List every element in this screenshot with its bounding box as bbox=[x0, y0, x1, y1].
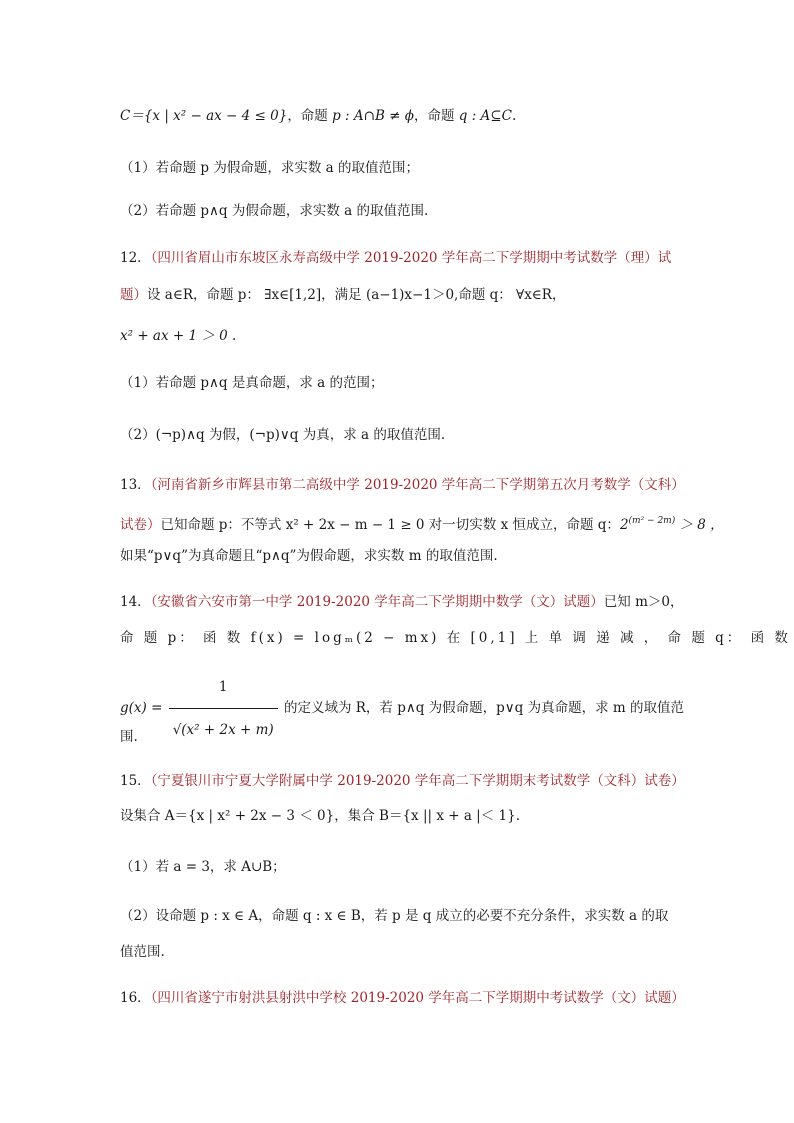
question-source: （宁夏银川市宁夏大学附属中学 2019-2020 学年高二下学期期末考试数学（文科）试卷） bbox=[150, 773, 685, 789]
question-source: （四川省眉山市东坡区永寿高级中学 2019-2020 学年高二下学期期中考试数学（理）试 bbox=[150, 250, 672, 266]
question-number: 13． bbox=[120, 477, 151, 493]
q13-stem-text: 已知命题 p：不等式 x² + 2x − m − 1 ≥ 0 对一切实数 x 恒成立，命题 q： bbox=[160, 517, 620, 533]
q13-stem bbox=[120, 511, 724, 535]
q15-sets: 设集合 A＝{x | x² + 2x − 3 ＜ 0}，集合 B＝{x || x + a |＜ 1}. bbox=[120, 808, 520, 824]
q15-header bbox=[120, 771, 685, 791]
q12-part2: （2）(¬p)∧q 为假，(¬p)∨q 为真，求 a 的取值范围. bbox=[120, 427, 446, 443]
question-source-cont: 试卷） bbox=[120, 517, 161, 533]
prop-q-expr: q : A⊆C bbox=[458, 108, 512, 124]
question-source: （四川省遂宁市射洪县射洪中学校 2019-2020 学年高二下学期期中考试数学（文）试题） bbox=[150, 990, 685, 1006]
q15-part2: （2）设命题 p : x ∈ A，命题 q : x ∈ B，若 p 是 q 成立的必要不充分条件，求实数 a 的取 bbox=[120, 908, 669, 924]
q14-prop-q-text: 的定义域为 R，若 p∧q 为假命题，p∨q 为真命题，求 m 的取值范 bbox=[279, 700, 684, 716]
q14-given: 已知 m＞0， bbox=[603, 594, 684, 610]
fraction-numerator: 1 bbox=[218, 679, 228, 695]
question-number: 15． bbox=[120, 773, 151, 789]
power-expr-exponent: (m² − 2m) bbox=[628, 516, 676, 526]
question-number: 12． bbox=[120, 250, 151, 266]
set-c-expr: C＝{x | x² − ax − 4 ≤ 0} bbox=[120, 108, 288, 124]
question-number: 14． bbox=[120, 594, 151, 610]
prop-p-expr: p : A∩B ≠ ϕ bbox=[332, 108, 414, 124]
q12-stem bbox=[120, 285, 680, 305]
power-expr-base: 2 bbox=[619, 517, 629, 533]
question-source-cont: 题） bbox=[120, 287, 147, 303]
q12-part1: （1）若命题 p∧q 是真命题，求 a 的范围； bbox=[120, 375, 384, 391]
q11-part2: （2）若命题 p∧q 为假命题，求实数 a 的取值范围. bbox=[120, 203, 429, 219]
power-expr-rest: ＞ 8 ， bbox=[675, 517, 724, 533]
q14-tail: 围. bbox=[120, 729, 138, 745]
q12-inequality: x² + ax + 1 ＞ 0 . bbox=[120, 328, 237, 344]
period: . bbox=[511, 108, 517, 124]
q14-prop-p: 命 题 p： 函 数 f(x) = logₘ(2 − mx) 在 [0,1] 上 单 调 递 减 ， 命 题 q： 函 数 bbox=[120, 630, 791, 646]
question-source: （安徽省六安市第一中学 2019-2020 学年高二下学期期中数学（文）试题） bbox=[150, 594, 604, 610]
q13-header bbox=[120, 475, 685, 495]
q13-condition: 如果“p∨q”为真命题且“p∧q”为假命题，求实数 m 的取值范围. bbox=[120, 548, 498, 564]
question-number: 16． bbox=[120, 990, 151, 1006]
g-func-name: g(x) = bbox=[120, 700, 167, 716]
line-set-c bbox=[120, 106, 680, 126]
text-proposition-2: ，命题 bbox=[413, 108, 459, 124]
question-source: （河南省新乡市辉县市第二高级中学 2019-2020 学年高二下学期第五次月考数学（文科） bbox=[150, 477, 685, 493]
q15-part2-tail: 值范围. bbox=[120, 944, 165, 960]
q15-part1: （1）若 a = 3，求 A∪B； bbox=[120, 859, 286, 875]
q11-part1: （1）若命题 p 为假命题，求实数 a 的取值范围； bbox=[120, 160, 419, 176]
q12-stem-text: 设 a∈R，命题 p： ∃x∈[1,2]，满足 (a−1)x−1＞0,命题 q： ∀x∈R， bbox=[147, 287, 566, 303]
q16-header bbox=[120, 988, 685, 1008]
text-proposition-1: ，命题 bbox=[287, 108, 333, 124]
fraction-denominator: √(x² + 2x + m) bbox=[169, 708, 278, 749]
q12-header bbox=[120, 248, 680, 268]
q14-header bbox=[120, 592, 684, 612]
